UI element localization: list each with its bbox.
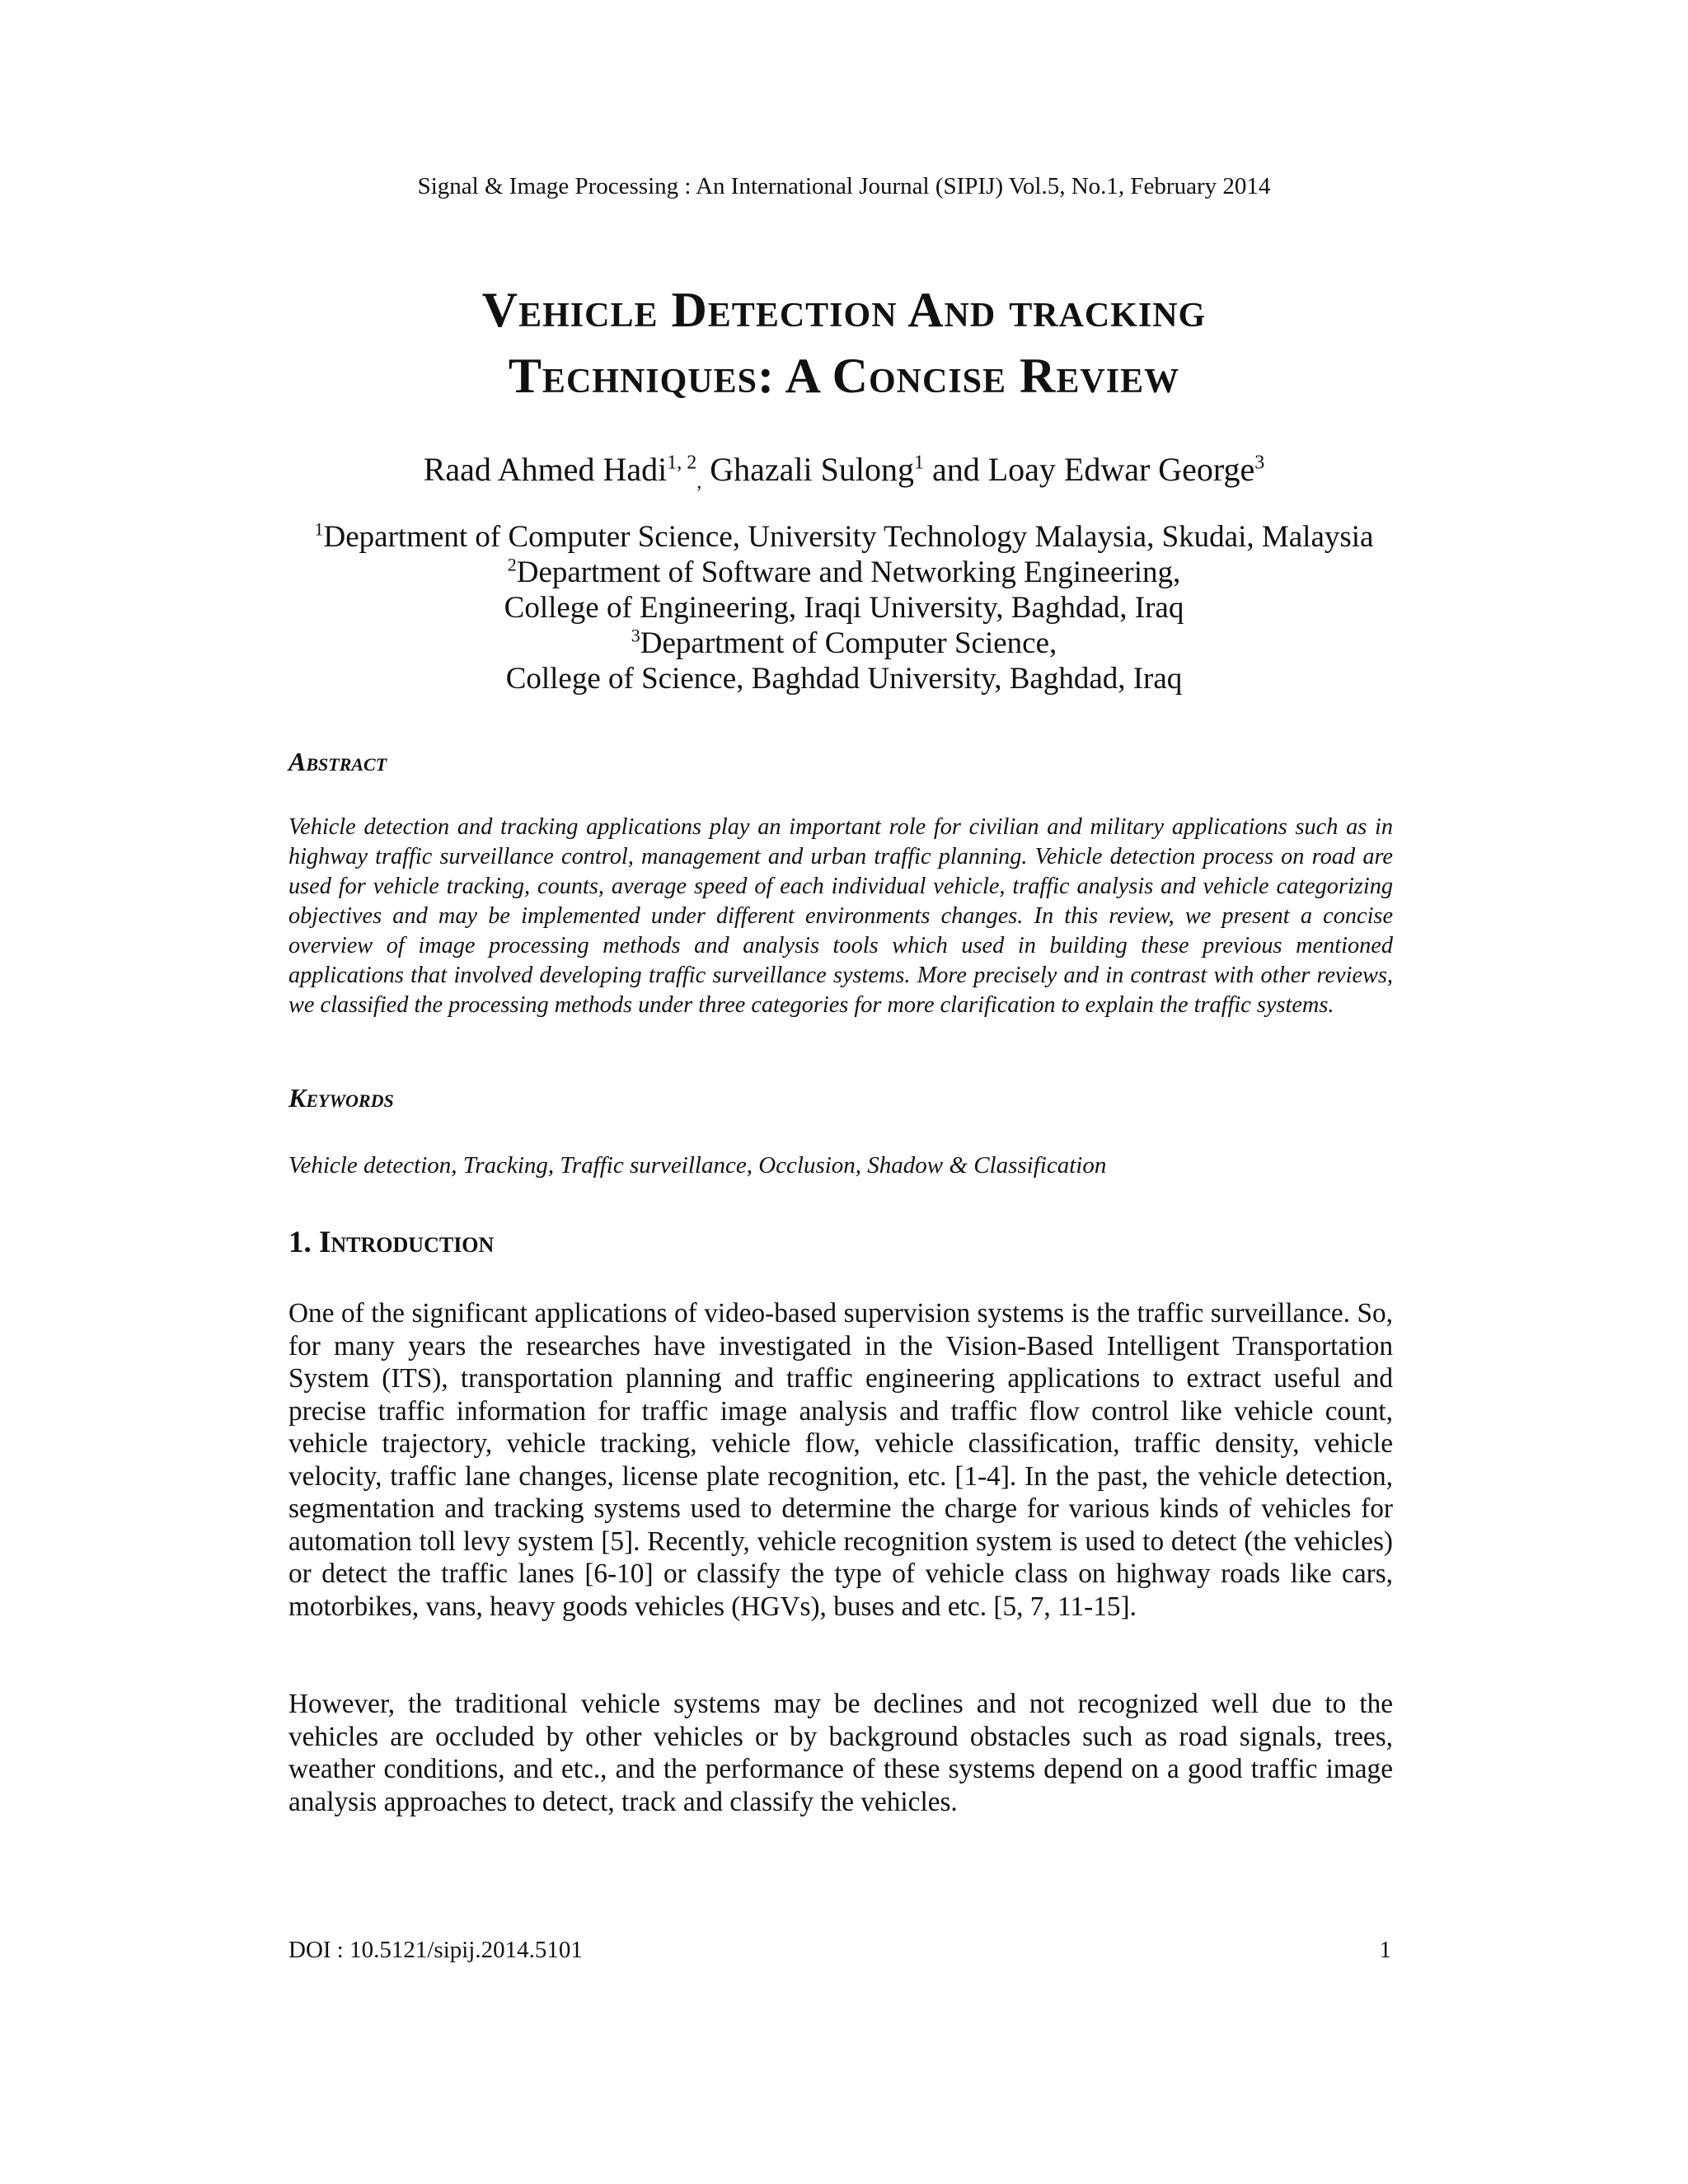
- body-paragraph: One of the significant applications of video-based supervision systems is the traffic surveillance. So, for many years the researches have investigated in the Vision-Based Intelligent Transportation System (ITS), transportation planning and traffic engineering applications to extract useful and precise traffic information for traffic image analysis and traffic flow control like vehicle count, vehicle trajectory, vehicle tracking, vehicle flow, vehicle classification, traffic density, vehicle velocity, traffic lane changes, license plate recognition, etc. [1-4]. In the past, the vehicle detection, segmentation and tracking systems used to determine the charge for various kinds of vehicles for automation toll levy system [5]. Recently, vehicle recognition system is used to detect (the vehicles) or detect the traffic lanes [6-10] or classify the type of vehicle class on highway roads like cars, motorbikes, vans, heavy goods vehicles (HGVs), buses and etc. [5, 7, 11-15].: [288, 1298, 1393, 1622]
- affiliation-list: [0, 519, 1688, 696]
- body-paragraph: However, the traditional vehicle systems may be declines and not recognized well due to the vehicles are occluded by other vehicles or by background obstacles such as road signals, trees, weather conditions, and etc., and the performance of these systems depend on a good traffic image analysis approaches to detect, track and classify the vehicles.: [288, 1689, 1393, 1817]
- abstract-body: Vehicle detection and tracking applications play an important role for civilian and military applications such as in highway traffic surveillance control, management and urban traffic planning. Vehicle detection process on road are used for vehicle tracking, counts, average speed of each individual vehicle, traffic analysis and vehicle categorizing objectives and may be implemented under different environments changes. In this review, we present a concise overview of image processing methods and analysis tools which used in building these previous mentioned applications that involved developing traffic surveillance systems. More precisely and in contrast with other reviews, we classified the processing methods under three categories for more clarification to explain the traffic systems.: [288, 814, 1393, 1018]
- affiliation-line: [0, 590, 1688, 626]
- author-name: Raad Ahmed Hadi: [423, 451, 668, 488]
- introduction-heading: 1. Introduction: [288, 1226, 495, 1259]
- author-affiliation-mark: 1: [913, 452, 924, 474]
- affiliation-line: [0, 661, 1688, 696]
- keywords-heading: Keywords: [288, 1083, 394, 1113]
- affiliation-line: [0, 555, 1688, 590]
- footer-doi: DOI : 10.5121/sipij.2014.5101: [288, 1937, 583, 1963]
- author-name: Loay Edwar George: [987, 451, 1255, 488]
- abstract-heading: Abstract: [288, 747, 387, 776]
- author-affiliation-mark: 1, 2: [667, 452, 697, 474]
- affiliation-text: College of Science, Baghdad University, Baghdad, Iraq: [505, 662, 1183, 696]
- affiliation-mark: 1: [314, 518, 324, 540]
- affiliation-text: College of Engineering, Iraqi University, Baghdad, Iraq: [504, 591, 1184, 625]
- affiliation-mark: 3: [631, 625, 640, 646]
- page-number: 1: [1379, 1937, 1391, 1963]
- running-header: Signal & Image Processing : An International Journal (SIPIJ) Vol.5, No.1, February 2014: [417, 173, 1271, 199]
- affiliation-text: Department of Computer Science, University Technology Malaysia, Skudai, Malaysia: [323, 520, 1374, 554]
- title-line-2: Techniques: A Concise Review: [508, 349, 1180, 403]
- paper-title: [0, 277, 1688, 409]
- author-separator: ,: [696, 471, 702, 493]
- author-affiliation-mark: 3: [1254, 452, 1265, 474]
- affiliation-line: [0, 626, 1688, 661]
- author-separator: and: [931, 451, 980, 488]
- title-line-1: Vehicle Detection And tracking: [481, 283, 1207, 337]
- affiliation-mark: 2: [507, 554, 517, 575]
- keywords-body: Vehicle detection, Tracking, Traffic surveillance, Occlusion, Shadow & Classification: [288, 1152, 1107, 1179]
- author-name: Ghazali Sulong: [710, 451, 914, 488]
- affiliation-line: [0, 519, 1688, 555]
- affiliation-text: Department of Computer Science,: [640, 626, 1057, 660]
- author-list: [0, 445, 1688, 494]
- affiliation-text: Department of Software and Networking Engineering,: [516, 555, 1181, 589]
